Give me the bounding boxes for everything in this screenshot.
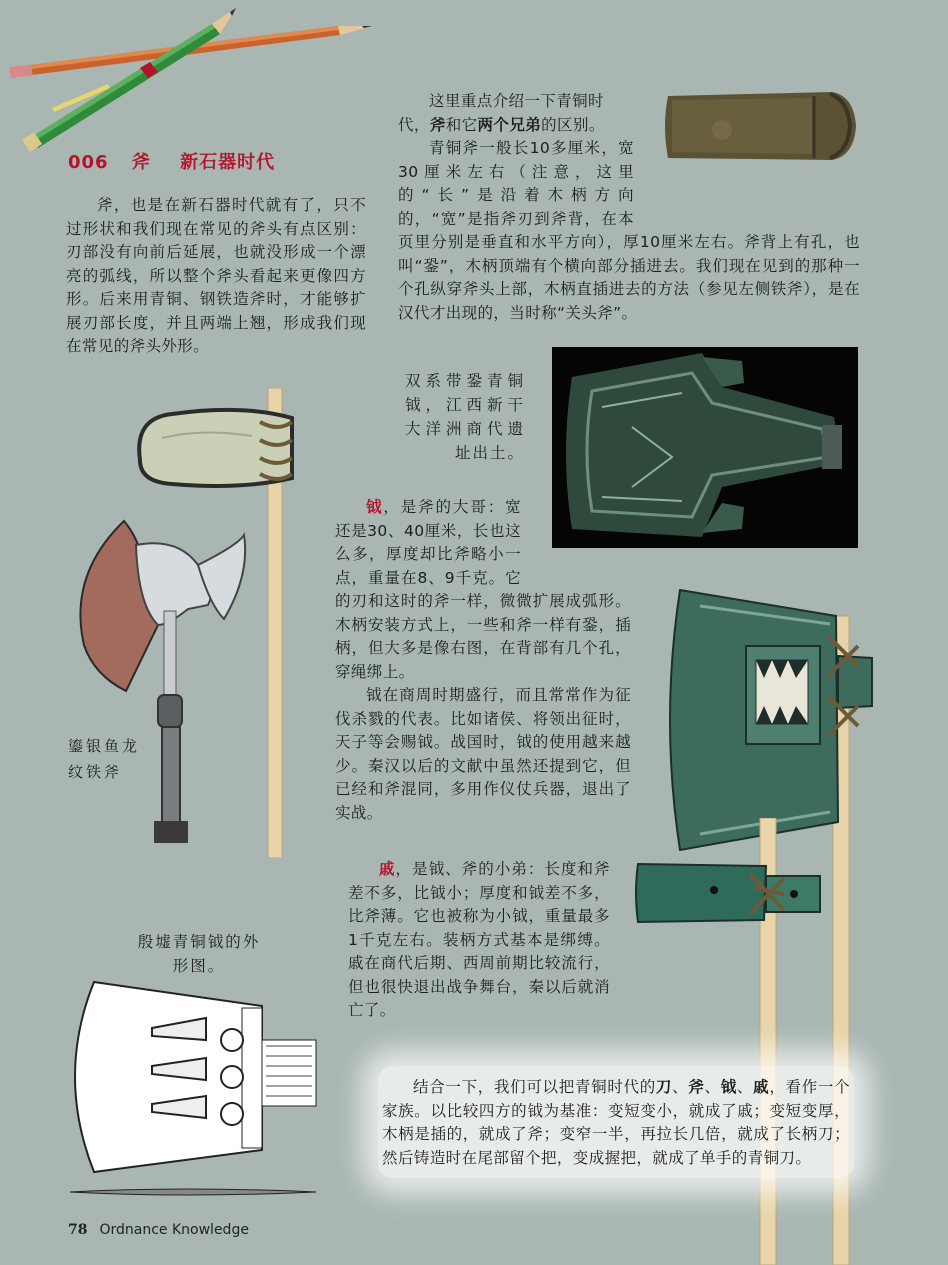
bronze-axe-photo <box>662 90 860 164</box>
summary-box <box>378 1066 854 1178</box>
qi-illustration <box>634 818 826 1265</box>
iron-axe-caption: 鎏银鱼龙纹铁斧 <box>68 737 141 781</box>
yue-term: 钺 <box>366 498 384 516</box>
bronze-axe-line1: 这里重点介绍一下青铜时 <box>429 92 604 110</box>
page-footer <box>68 1222 249 1238</box>
summary-text: 结合一下，我们可以把青铜时代的刀、斧、钺、戚，看作一个家族。以比较四方的钺为基准：变短变小，就成了戚；变短变厚，木柄是插的，就成了斧；变窄一半，再拉长几倍，就成了长柄刀；然后铸造时在尾部留个把，变成握把，就成了单手的青铜刀。 <box>382 1078 851 1167</box>
green-pencil <box>22 8 236 152</box>
section-name: 斧 <box>131 152 151 173</box>
pencils-illustration <box>0 0 400 160</box>
yue-paragraph <box>335 496 631 825</box>
section-era: 新石器时代 <box>180 152 276 173</box>
bronze-axe-line2: 代，斧和它两个兄弟的区别。 <box>398 115 605 134</box>
publication-name: Ordnance Knowledge <box>99 1222 249 1238</box>
yinxu-yue-drawing <box>66 980 326 1202</box>
yinxu-caption: 殷墟青铜钺的外形图。 <box>137 933 261 975</box>
yue-paragraph-2: 钺在商周时期盛行，而且常常作为征伐杀戮的代表。比如诸侯、将领出征时，天子等会赐钺。战国时，钺的使用越来越少。秦汉以后的文献中虽然还提到它，但已经和斧混同，多用作仪仗兵器，退出了实战。 <box>335 686 631 822</box>
qi-paragraph: 戚，是钺、斧的小弟：长度和斧差不多，比钺小；厚度和钺差不多，比斧薄。它也被称为小钺，重量最多1千克左右。装柄方式基本是绑缚。戚在商代后期、西周前期比较流行，但也很快退出战争舞台，秦以后就消亡了。 <box>348 860 610 1019</box>
yue-paragraph-1: 钺，是斧的大哥：宽还是30、40厘米，长也这么多，厚度却比斧略小一点，重量在8、9千克。它的刃和这时的斧一样，微微扩展成弧形。木柄安装方式上，一些和斧一样有銎，插柄，但大多是像右图，在背部有几个孔，穿绳绑上。 <box>335 498 631 681</box>
section-title <box>68 148 275 174</box>
iron-axe-illustration <box>78 515 253 850</box>
bronze-axe-intro <box>398 90 634 137</box>
bronze-axe-body: 青铜斧一般长10多厘米，宽30厘米左右（注意，这里的“长”是沿着木柄方向的，“宽”是指斧刃到斧背，在本页里分别是垂直和水平方向），厚10厘米左右。斧背上有孔，也叫“銎”，木柄顶端有个横向部分插进去。我们现在见到的那种一个孔纵穿斧头上部，木柄直插进去的方法（参见左侧铁斧），是在汉代才出现的，当时称“关头斧”。 <box>398 139 860 322</box>
section-number: 006 <box>68 152 109 173</box>
intro-paragraph: 斧，也是在新石器时代就有了，只不过形状和我们现在常见的斧头有点区别：刃部没有向前后延展，也就没形成一个漂亮的弧线，所以整个斧头看起来更像四方形。后来用青铜、钢铁造斧时，才能够扩展刃部长度，并且两端上翘，形成我们现在常见的斧头外形。 <box>66 196 366 355</box>
yue-photo-caption: 双系带銎青铜钺，江西新干大洋洲商代遗址出土。 <box>405 372 525 462</box>
qi-term: 戚 <box>379 860 396 878</box>
page-number: 78 <box>68 1222 88 1238</box>
